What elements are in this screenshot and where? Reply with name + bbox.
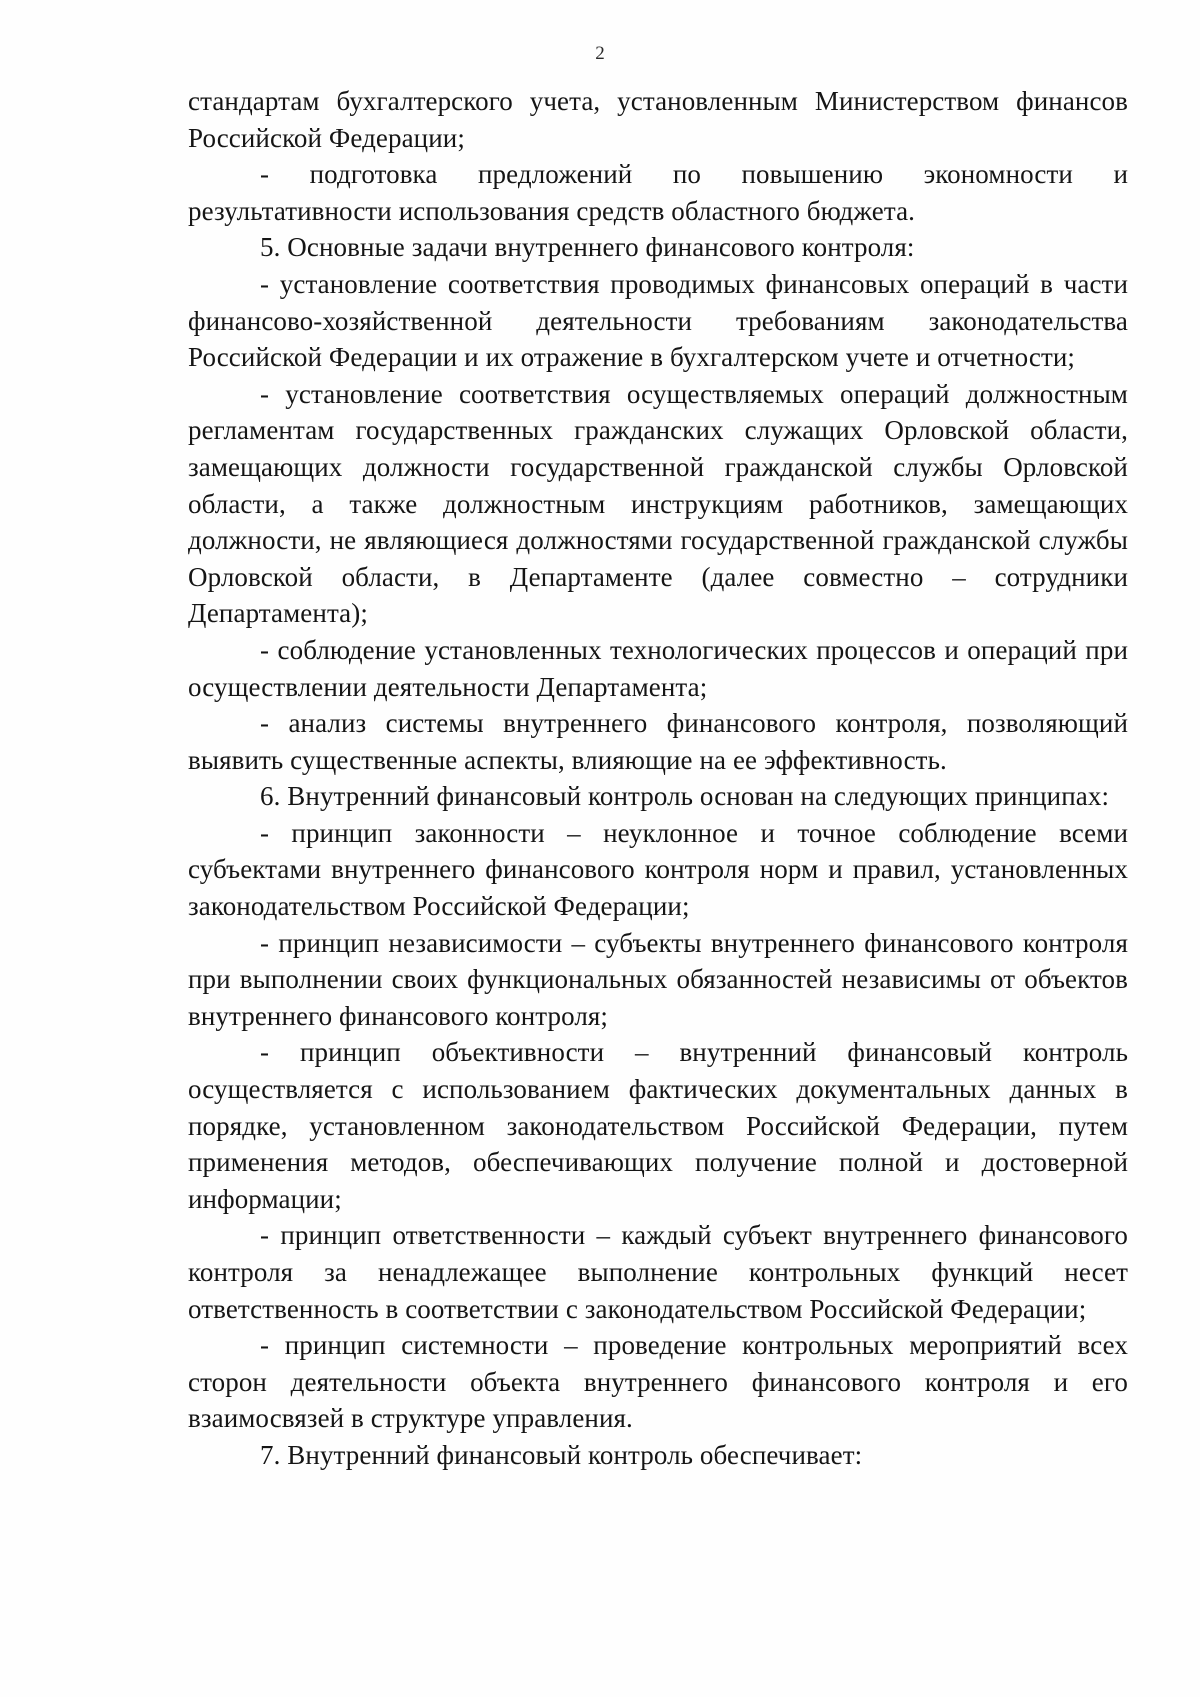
principle-legality: - принцип законности – неуклонное и точное соблюдение всеми субъектами внутреннего финансового контроля норм и правил, установленных законодательством Российской Федерации; <box>188 817 1128 922</box>
document-body <box>188 83 1128 1474</box>
principle-independence: - принцип независимости – субъекты внутреннего финансового контроля при выполнении своих функциональных обязанностей независимы от объектов внутреннего финансового контроля; <box>188 927 1128 1031</box>
principle-responsibility: - принцип ответственности – каждый субъект внутреннего финансового контроля за ненадлежащее выполнение контрольных функций несет ответственность в соответствии с законодательством Российской Федерации; <box>188 1220 1128 1324</box>
section-7-heading: 7. Внутренний финансовый контроль обеспечивает: <box>260 1439 863 1470</box>
paragraph-continuation: стандартам бухгалтерского учета, установленным Министерством финансов Российской Федерации; <box>188 86 1128 153</box>
page-number: 2 <box>595 43 605 64</box>
task-compliance-operations: - установление соответствия проводимых финансовых операций в части финансово-хозяйственной деятельности требованиям законодательства Российской Федерации и их отражение в бухгалтерском учете и отчетности; <box>188 268 1128 373</box>
principle-systematic: - принцип системности – проведение контрольных мероприятий всех сторон деятельности объекта внутреннего финансового контроля и его взаимосвязей в структуре управления. <box>188 1330 1128 1434</box>
paragraph-proposals: - подготовка предложений по повышению экономности и результативности использования средств областного бюджета. <box>188 159 1128 226</box>
task-system-analysis: - анализ системы внутреннего финансового контроля, позволяющий выявить существенные аспекты, влияющие на ее эффективность. <box>188 708 1128 775</box>
task-compliance-regulations: - установление соответствия осуществляемых операций должностным регламентам государственных гражданских служащих Орловской области, замещающих должности государственной гражданской службы Орловской области, а также должностным инструкциям работников, замещающих должности, не являющиеся должностями государственной гражданской службы Орловской области, в Департаменте (далее совместно – сотрудники Департамента); <box>188 378 1128 629</box>
task-technological-processes: - соблюдение установленных технологических процессов и операций при осуществлении деятельности Департамента; <box>188 634 1128 702</box>
principle-objectivity: - принцип объективности – внутренний финансовый контроль осуществляется с использованием фактических документальных данных в порядке, установленном законодательством Российской Федерации, путем применения методов, обеспечивающих получение полной и достоверной информации; <box>188 1037 1128 1214</box>
section-5-heading: 5. Основные задачи внутреннего финансового контроля: <box>260 232 915 263</box>
section-6-heading: 6. Внутренний финансовый контроль основан на следующих принципах: <box>260 781 1110 812</box>
